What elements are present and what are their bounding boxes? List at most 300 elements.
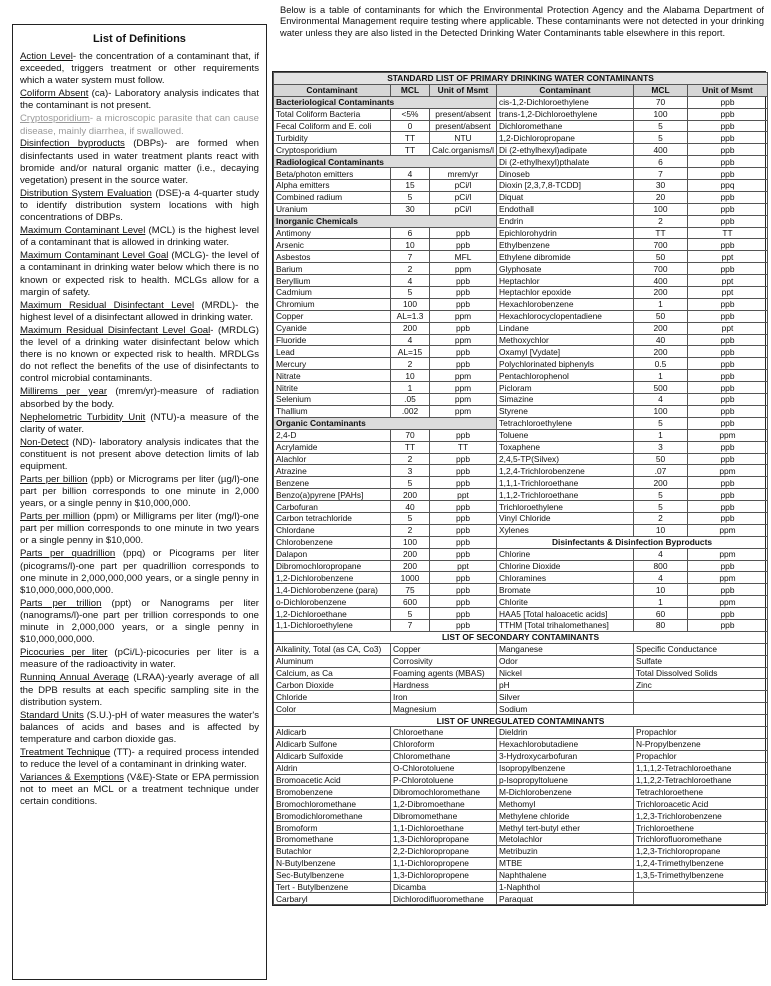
mcl-value: 100 xyxy=(391,298,430,310)
table-row xyxy=(274,822,768,834)
unit-value: ppb xyxy=(688,120,768,132)
mcl-value: 6 xyxy=(634,156,688,168)
contaminant-name: 1,2-Dichlorobenzene xyxy=(274,572,391,584)
list-cell: Propachlor xyxy=(634,750,768,762)
contaminant-name: 1,2,4-Trichlorobenzene xyxy=(497,465,634,477)
list-cell: Corrosivity xyxy=(391,655,497,667)
definition-item xyxy=(20,772,259,808)
list-cell: Bromomethane xyxy=(274,834,391,846)
list-cell: 1,1,1,2-Tetrachloroethane xyxy=(634,762,768,774)
definition-item xyxy=(20,88,259,112)
list-cell: M-Dichlorobenzene xyxy=(497,786,634,798)
unit-value: ppt xyxy=(688,251,768,263)
mcl-value: 70 xyxy=(634,96,688,108)
definition-term: Variances & Exemptions xyxy=(20,772,124,783)
contaminant-name: Endrin xyxy=(497,215,634,227)
contaminant-name: Vinyl Chloride xyxy=(497,512,634,524)
list-cell: Dibromomethane xyxy=(391,810,497,822)
mcl-value: 100 xyxy=(634,108,688,120)
unit-value: ppb xyxy=(430,572,497,584)
mcl-value: 0 xyxy=(391,120,430,132)
mcl-value: 75 xyxy=(391,584,430,596)
mcl-value: 600 xyxy=(391,596,430,608)
mcl-value: 2 xyxy=(391,263,430,275)
definition-text: (pCi/L)-picocuries per liter is a measure of the radioactivity in water. xyxy=(20,647,259,671)
section-header: Organic Contaminants xyxy=(274,417,497,429)
definition-text: - the concentration of a contaminant that, if exceeded, triggers treatment or other requirements which a water system must follow. xyxy=(20,51,259,87)
definitions-list xyxy=(20,51,259,808)
table-row xyxy=(274,322,768,334)
definition-term: Picocuries per liter xyxy=(20,647,108,659)
unit-value: ppb xyxy=(688,560,768,572)
list-cell: Specific Conductance xyxy=(634,643,768,655)
table-row xyxy=(274,738,768,750)
mcl-value: 3 xyxy=(391,465,430,477)
list-cell: 3-Hydroxycarbofuran xyxy=(497,750,634,762)
list-cell: p-Isopropyltoluene xyxy=(497,774,634,786)
contaminant-name: Beta/photon emitters xyxy=(274,168,391,180)
list-cell: 1,3-Dichloropropene xyxy=(391,869,497,881)
mcl-value: 4 xyxy=(391,275,430,287)
table-row xyxy=(274,655,768,667)
mcl-value: 50 xyxy=(634,251,688,263)
unit-value: present/absent xyxy=(430,120,497,132)
table-row xyxy=(274,310,768,322)
table-row xyxy=(274,608,768,620)
mcl-value: 10 xyxy=(634,584,688,596)
definition-text: (DSE)-a 4-quarter study to identify distribution system locations with high concentrations of DBPs. xyxy=(20,187,259,224)
contaminant-name: Mercury xyxy=(274,358,391,370)
table-row xyxy=(274,679,768,691)
definition-text: - a microscopic parasite that can cause disease, mainly diarrhea, if swallowed. xyxy=(20,113,259,137)
list-cell: Trichlorofluoromethane xyxy=(634,834,768,846)
unit-value: mrem/yr xyxy=(430,168,497,180)
table-row xyxy=(274,334,768,346)
mcl-value: 7 xyxy=(391,251,430,263)
list-cell: Aluminum xyxy=(274,655,391,667)
contaminant-name: HAA5 [Total haloacetic acids] xyxy=(497,608,634,620)
contaminants-table xyxy=(273,72,768,905)
contaminant-name: Copper xyxy=(274,310,391,322)
header-contaminant-right: Contaminant xyxy=(497,84,634,96)
mcl-value: 1 xyxy=(634,298,688,310)
table-row xyxy=(274,501,768,513)
list-cell: 1,2,4-Trimethylbenzene xyxy=(634,857,768,869)
list-cell: Chloride xyxy=(274,691,391,703)
definition-text: (S.U.)-pH of water measures the water's balances of acids and bases and is affected by temperature and carbon dioxide gas. xyxy=(20,709,259,745)
list-cell: 2,2-Dichloropropane xyxy=(391,845,497,857)
list-cell: N-Propylbenzene xyxy=(634,738,768,750)
unit-value: TT xyxy=(688,227,768,239)
contaminant-name: 1,1,2-Trichloroethane xyxy=(497,489,634,501)
contaminant-name: Endothall xyxy=(497,203,634,215)
definition-term: Action Level xyxy=(20,51,73,62)
list-cell: Bromoacetic Acid xyxy=(274,774,391,786)
definition-item xyxy=(20,511,259,547)
contaminant-name: Turbidity xyxy=(274,132,391,144)
mcl-value: 400 xyxy=(634,144,688,156)
mcl-value: 700 xyxy=(634,239,688,251)
unit-value: ppm xyxy=(688,524,768,536)
unit-value: ppm xyxy=(430,310,497,322)
mcl-value: 2 xyxy=(391,453,430,465)
mcl-value: 1 xyxy=(634,370,688,382)
table-row xyxy=(274,180,768,192)
list-cell: Nickel xyxy=(497,667,634,679)
definition-term: Disinfection byproducts xyxy=(20,138,125,150)
unit-value: ppb xyxy=(688,310,768,322)
contaminant-name: Bromate xyxy=(497,584,634,596)
contaminant-name: 1,1,1-Trichloroethane xyxy=(497,477,634,489)
unit-value: ppb xyxy=(430,239,497,251)
mcl-value: 5 xyxy=(391,477,430,489)
list-cell: 1,2-Dibromoethane xyxy=(391,798,497,810)
mcl-value: 200 xyxy=(634,346,688,358)
contaminant-name: Toluene xyxy=(497,429,634,441)
contaminant-name: Benzo(a)pyrene [PAHs] xyxy=(274,489,391,501)
intro-paragraph: Below is a table of contaminants for which the Environmental Protection Agency and the Alabama Department of Environmental Management require testing where applicable. These contaminants were not detected in your drinking water unless they are also listed in the Detected Drinking Water Contaminants table elsewhere in this report. xyxy=(280,5,764,38)
mcl-value: 4 xyxy=(391,334,430,346)
contaminant-name: Trichloroethylene xyxy=(497,501,634,513)
contaminant-name: Xylenes xyxy=(497,524,634,536)
unit-value: ppb xyxy=(430,584,497,596)
contaminant-name: Di (2-ethylhexyl)pthalate xyxy=(497,156,634,168)
unit-value: ppb xyxy=(688,168,768,180)
list-cell: Magnesium xyxy=(391,703,497,715)
mcl-value: 4 xyxy=(634,394,688,406)
list-cell: Chloroform xyxy=(391,738,497,750)
unit-value: ppb xyxy=(688,382,768,394)
unit-value: ppb xyxy=(430,358,497,370)
table-row xyxy=(274,417,768,429)
list-cell: Tetrachloroethene xyxy=(634,786,768,798)
mcl-value: 10 xyxy=(634,524,688,536)
contaminant-name: Oxamyl [Vydate] xyxy=(497,346,634,358)
unit-value: ppt xyxy=(688,287,768,299)
list-cell: Carbaryl xyxy=(274,893,391,905)
contaminant-name: Cyanide xyxy=(274,322,391,334)
unit-value: ppm xyxy=(430,405,497,417)
contaminant-name: Ethylene dibromide xyxy=(497,251,634,263)
unit-value: ppm xyxy=(430,263,497,275)
table-row xyxy=(274,453,768,465)
table-row xyxy=(274,643,768,655)
table-row xyxy=(274,857,768,869)
contaminant-name: 1,2-Dichloropropane xyxy=(497,132,634,144)
contaminant-name: Fecal Coliform and E. coli xyxy=(274,120,391,132)
contaminant-name: Total Coliform Bacteria xyxy=(274,108,391,120)
mcl-value: AL=15 xyxy=(391,346,430,358)
definition-term: Maximum Residual Disinfectant Level Goal xyxy=(20,324,211,336)
definition-item xyxy=(20,225,259,249)
list-cell xyxy=(634,881,768,893)
unit-value: ppb xyxy=(430,608,497,620)
unit-value: ppb xyxy=(688,203,768,215)
definition-item xyxy=(20,412,259,436)
unit-value: pCi/l xyxy=(430,203,497,215)
contaminant-name: Uranium xyxy=(274,203,391,215)
list-cell: Bromodichloromethane xyxy=(274,810,391,822)
table-row xyxy=(274,382,768,394)
unregulated-contaminants-title-row xyxy=(274,715,768,727)
unit-value: ppb xyxy=(430,227,497,239)
list-cell: Sulfate xyxy=(634,655,768,667)
unit-value: ppt xyxy=(430,489,497,501)
mcl-value: 7 xyxy=(391,619,430,631)
list-cell: Propachlor xyxy=(634,726,768,738)
table-row xyxy=(274,893,768,905)
table-row xyxy=(274,762,768,774)
mcl-value: 40 xyxy=(391,501,430,513)
list-cell: Odor xyxy=(497,655,634,667)
header-unit-right: Unit of Msmt xyxy=(688,84,768,96)
contaminant-name: Diquat xyxy=(497,191,634,203)
contaminant-name: 1,1-Dichloroethylene xyxy=(274,619,391,631)
table-row xyxy=(274,691,768,703)
table-row xyxy=(274,132,768,144)
unit-value: ppb xyxy=(430,619,497,631)
contaminant-name: Thallium xyxy=(274,405,391,417)
mcl-value: 20 xyxy=(634,191,688,203)
contaminant-name: Alachlor xyxy=(274,453,391,465)
definition-text: (ppt) or Nanograms per liter (nanograms/l)-one part per trillion corresponds to one minute in 2,000,000 years, or a single penny in $10,000,000,000. xyxy=(20,597,259,646)
definition-term: Cryptosporidium xyxy=(20,113,90,125)
definition-text: (DBPs)- are formed when disinfectants used in water treatment plants react with bromide and/or natural organic matter (i.e., decaying vegetation) present in the source water. xyxy=(20,138,259,186)
unit-value: ppm xyxy=(688,429,768,441)
unit-value: pCi/l xyxy=(430,180,497,192)
unit-value: ppb xyxy=(688,156,768,168)
list-cell: Foaming agents (MBAS) xyxy=(391,667,497,679)
contaminant-name: Dioxin [2,3,7,8-TCDD] xyxy=(497,180,634,192)
mcl-value: 40 xyxy=(634,334,688,346)
table-row xyxy=(274,810,768,822)
definition-text: (ca)- Laboratory analysis indicates that the contaminant is not present. xyxy=(20,88,259,112)
mcl-value: TT xyxy=(391,441,430,453)
mcl-value: 3 xyxy=(634,441,688,453)
unit-value: ppb xyxy=(688,144,768,156)
list-cell xyxy=(634,893,768,905)
definitions-box xyxy=(12,24,267,980)
unit-value: Calc.organisms/l xyxy=(430,144,497,156)
definition-item xyxy=(20,672,259,708)
mcl-value: 80 xyxy=(634,619,688,631)
contaminant-name: Atrazine xyxy=(274,465,391,477)
mcl-value: 4 xyxy=(634,548,688,560)
unit-value: ppb xyxy=(688,619,768,631)
definition-term: Running Annual Average xyxy=(20,672,129,684)
mcl-value: 400 xyxy=(634,275,688,287)
definition-term: Nephelometric Turbidity Unit xyxy=(20,411,146,423)
mcl-value: 2 xyxy=(634,215,688,227)
unit-value: ppt xyxy=(688,275,768,287)
table-row xyxy=(274,215,768,227)
mcl-value: .002 xyxy=(391,405,430,417)
list-cell: Tert - Butylbenzene xyxy=(274,881,391,893)
contaminant-name: trans-1,2-Dichloroethylene xyxy=(497,108,634,120)
definition-term: Maximum Contaminant Level Goal xyxy=(20,250,169,262)
mcl-value: 200 xyxy=(634,287,688,299)
mcl-value: 2 xyxy=(391,358,430,370)
secondary-contaminants-title: LIST OF SECONDARY CONTAMINANTS xyxy=(274,631,768,643)
list-cell: 1,2,3-Trichloropropane xyxy=(634,845,768,857)
list-cell: Methomyl xyxy=(497,798,634,810)
mcl-value: 10 xyxy=(391,239,430,251)
table-row xyxy=(274,191,768,203)
definition-item xyxy=(20,113,259,137)
mcl-value: .05 xyxy=(391,394,430,406)
table-row xyxy=(274,429,768,441)
contaminant-name: Alpha emitters xyxy=(274,180,391,192)
mcl-value: 100 xyxy=(634,203,688,215)
list-cell: Trichloroacetic Acid xyxy=(634,798,768,810)
list-cell: Chloromethane xyxy=(391,750,497,762)
table-row xyxy=(274,263,768,275)
primary-title-row xyxy=(274,73,768,85)
definition-text: (MCL) is the highest level of a contaminant that is allowed in drinking water. xyxy=(20,225,259,249)
definition-term: Parts per million xyxy=(20,511,90,523)
mcl-value: 10 xyxy=(391,370,430,382)
definition-text: (ppb) or Micrograms per liter (µg/l)-one part per billion corresponds to one minute in 2,000 years, or a single penny in $10,000,000. xyxy=(20,473,259,510)
contaminant-name: Beryllium xyxy=(274,275,391,287)
contaminant-name: Pentachlorophenol xyxy=(497,370,634,382)
list-cell: 1-Naphthol xyxy=(497,881,634,893)
contaminant-name: Chlorite xyxy=(497,596,634,608)
primary-header-row xyxy=(274,84,768,96)
list-cell: Metribuzin xyxy=(497,845,634,857)
unit-value: ppb xyxy=(688,132,768,144)
list-cell: Butachlor xyxy=(274,845,391,857)
definition-text: (ppm) or Milligrams per liter (mg/l)-one part per million corresponds to one minute in two years or a single penny in $10,000. xyxy=(20,511,259,547)
definition-item xyxy=(20,386,259,410)
contaminant-name: Chlordane xyxy=(274,524,391,536)
table-row xyxy=(274,548,768,560)
definition-term: Maximum Contaminant Level xyxy=(20,225,146,237)
contaminant-name: Nitrite xyxy=(274,382,391,394)
contaminant-name: Epichlorohydrin xyxy=(497,227,634,239)
header-unit: Unit of Msmt xyxy=(430,84,497,96)
table-row xyxy=(274,370,768,382)
table-row xyxy=(274,144,768,156)
mcl-value: 30 xyxy=(391,203,430,215)
unit-value: ppt xyxy=(430,560,497,572)
unit-value: ppb xyxy=(430,287,497,299)
table-row xyxy=(274,750,768,762)
contaminant-name: cis-1,2-Dichloroethylene xyxy=(497,96,634,108)
list-cell: Iron xyxy=(391,691,497,703)
table-row xyxy=(274,394,768,406)
table-row xyxy=(274,560,768,572)
table-row xyxy=(274,298,768,310)
definition-text: (NTU)-a measure of the clarity of water. xyxy=(20,411,259,435)
mcl-value: 1 xyxy=(634,429,688,441)
definition-term: Standard Units xyxy=(20,709,84,721)
contaminant-name: Dichloromethane xyxy=(497,120,634,132)
definition-item xyxy=(20,138,259,187)
unit-value: ppb xyxy=(688,108,768,120)
unit-value: ppm xyxy=(430,382,497,394)
unit-value: ppm xyxy=(688,465,768,477)
contaminants-table-body xyxy=(274,73,768,905)
unit-value: ppb xyxy=(688,584,768,596)
mcl-value: 50 xyxy=(634,453,688,465)
unit-value: ppb xyxy=(430,524,497,536)
section-header: Radiological Contaminants xyxy=(274,156,497,168)
list-cell: Hexachlorobutadiene xyxy=(497,738,634,750)
list-cell: 1,2,3-Trichlorobenzene xyxy=(634,810,768,822)
mcl-value: 30 xyxy=(634,180,688,192)
unit-value: ppb xyxy=(688,489,768,501)
mcl-value: 100 xyxy=(634,405,688,417)
list-cell: Sodium xyxy=(497,703,634,715)
mcl-value: 2 xyxy=(634,512,688,524)
table-row xyxy=(274,168,768,180)
table-row xyxy=(274,524,768,536)
mcl-value: 200 xyxy=(391,322,430,334)
mcl-value: 4 xyxy=(391,168,430,180)
secondary-contaminants-title-row xyxy=(274,631,768,643)
list-cell: Calcium, as Ca xyxy=(274,667,391,679)
contaminants-table-wrapper xyxy=(272,71,766,906)
list-cell: Total Dissolved Solids xyxy=(634,667,768,679)
table-row xyxy=(274,572,768,584)
unit-value: ppb xyxy=(688,477,768,489)
contaminant-name: Dinoseb xyxy=(497,168,634,180)
unit-value: ppb xyxy=(430,346,497,358)
disinfectants-section-header: Disinfectants & Disinfection Byproducts xyxy=(497,536,768,548)
list-cell: Naphthalene xyxy=(497,869,634,881)
table-row xyxy=(274,477,768,489)
mcl-value: 100 xyxy=(391,536,430,548)
mcl-value: 2 xyxy=(391,524,430,536)
definition-item xyxy=(20,747,259,771)
unit-value: ppb xyxy=(430,536,497,548)
table-row xyxy=(274,346,768,358)
mcl-value: 200 xyxy=(391,489,430,501)
contaminant-name: Asbestos xyxy=(274,251,391,263)
list-cell: N-Butylbenzene xyxy=(274,857,391,869)
list-cell: Chloroethane xyxy=(391,726,497,738)
contaminant-name: Lindane xyxy=(497,322,634,334)
list-cell: Methylene chloride xyxy=(497,810,634,822)
definition-text: - (MRDLG) the level of a drinking water disinfectant below which there is no known or expected risk to health. MRDLGs do not reflect the benefits of the use of disinfectants to control microbial contaminants. xyxy=(20,324,260,385)
contaminant-name: Acrylamide xyxy=(274,441,391,453)
unit-value: ppb xyxy=(430,275,497,287)
table-row xyxy=(274,834,768,846)
table-row xyxy=(274,774,768,786)
unit-value: ppb xyxy=(430,512,497,524)
mcl-value: 200 xyxy=(634,477,688,489)
unit-value: TT xyxy=(430,441,497,453)
list-cell xyxy=(634,691,768,703)
contaminant-name: Cryptosporidium xyxy=(274,144,391,156)
header-mcl: MCL xyxy=(391,84,430,96)
unit-value: ppb xyxy=(688,370,768,382)
definition-item xyxy=(20,710,259,746)
list-cell: Copper xyxy=(391,643,497,655)
header-mcl-right: MCL xyxy=(634,84,688,96)
list-cell: Aldicarb Sulfone xyxy=(274,738,391,750)
mcl-value: 1 xyxy=(391,382,430,394)
unit-value: ppb xyxy=(688,501,768,513)
unit-value: ppb xyxy=(688,358,768,370)
contaminant-name: 2,4,5-TP(Silvex) xyxy=(497,453,634,465)
list-cell: Zinc xyxy=(634,679,768,691)
mcl-value: AL=1.3 xyxy=(391,310,430,322)
unit-value: ppm xyxy=(688,596,768,608)
unit-value: ppb xyxy=(430,453,497,465)
definition-term: Parts per quadrillion xyxy=(20,548,116,560)
contaminant-name: Dibromochloropropane xyxy=(274,560,391,572)
